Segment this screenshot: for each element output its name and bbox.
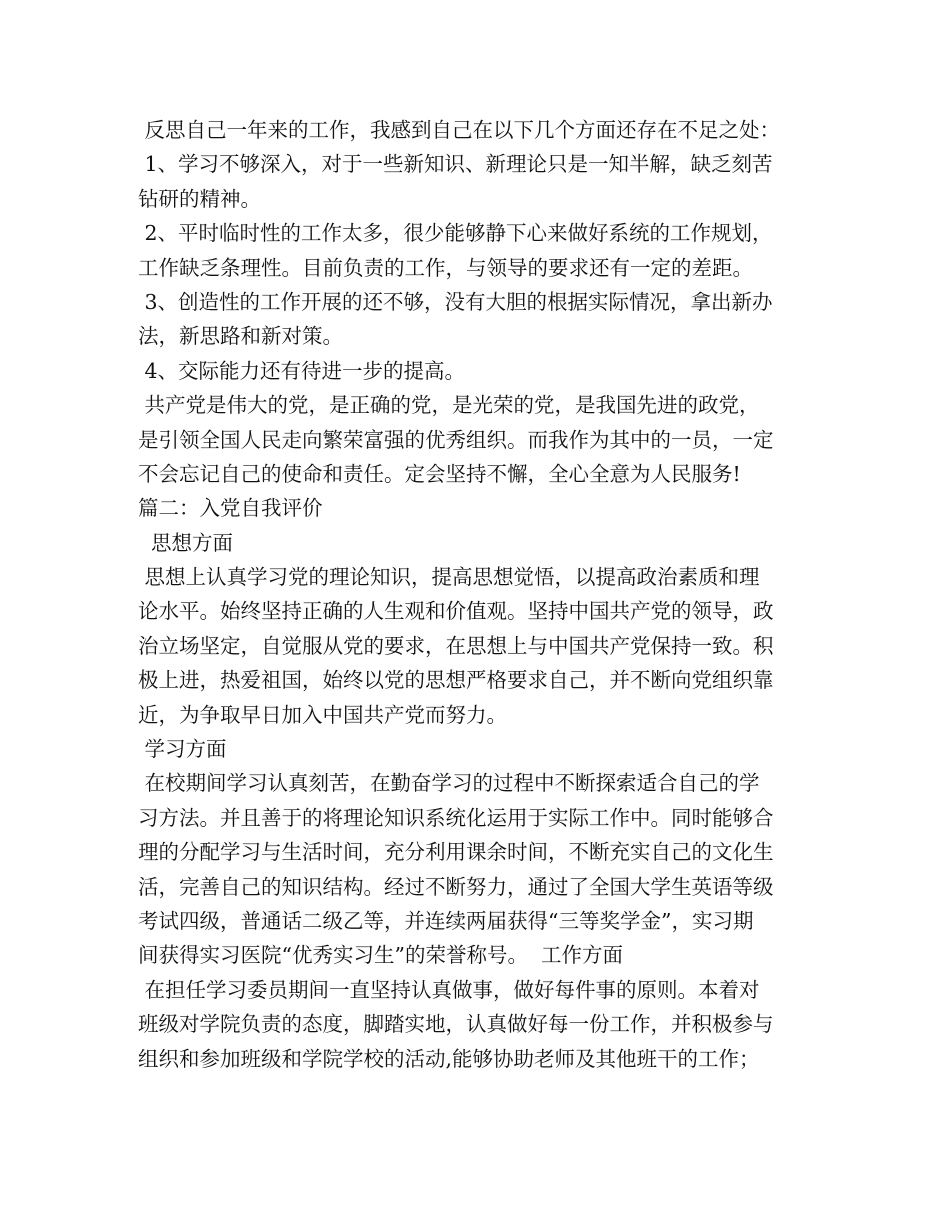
text-line: 极上进，热爱祖国，始终以党的思想严格要求自己，并不断向党组织靠 bbox=[138, 668, 774, 693]
text-line: 法，新思路和新对策。 bbox=[138, 324, 343, 349]
text-line: 是引领全国人民走向繁荣富强的优秀组织。而我作为其中的一员，一定 bbox=[138, 427, 774, 452]
text-line: 组织和参加班级和学院学校的活动,能够协助老师及其他班干的工作； bbox=[138, 1046, 760, 1071]
text-line: 3、创造性的工作开展的还不够，没有大胆的根据实际情况，拿出新办 bbox=[138, 289, 773, 314]
text-line: 间获得实习医院“优秀实习生”的荣誉称号。 工作方面 bbox=[138, 943, 623, 968]
text-line: 思想上认真学习党的理论知识，提高思想觉悟，以提高政治素质和理 bbox=[138, 565, 760, 590]
text-line: 活，完善自己的知识结构。经过不断努力，通过了全国大学生英语等级 bbox=[138, 874, 774, 899]
text-line: 共产党是伟大的党，是正确的党，是光荣的党，是我国先进的政党， bbox=[138, 393, 760, 418]
text-line: 4、交际能力还有待进一步的提高。 bbox=[138, 358, 466, 383]
text-line: 钻研的精神。 bbox=[138, 186, 261, 211]
text-line: 不会忘记自己的使命和责任。定会坚持不懈，全心全意为人民服务! bbox=[138, 461, 741, 486]
text-line: 1、学习不够深入，对于一些新知识、新理论只是一知半解，缺乏刻苦 bbox=[138, 152, 773, 177]
section-heading: 篇二：入党自我评价 bbox=[138, 496, 323, 521]
text-line: 考试四级，普通话二级乙等，并连续两届获得“三等奖学金”，实习期 bbox=[138, 908, 754, 933]
text-line: 治立场坚定，自觉服从党的要求，在思想上与中国共产党保持一致。积 bbox=[138, 633, 774, 658]
text-line: 论水平。始终坚持正确的人生观和价值观。坚持中国共产党的领导，政 bbox=[138, 599, 774, 624]
text-line: 在校期间学习认真刻苦，在勤奋学习的过程中不断探索适合自己的学 bbox=[138, 771, 760, 796]
document-body bbox=[138, 113, 818, 1076]
text-line: 2、平时临时性的工作太多，很少能够静下心来做好系统的工作规划， bbox=[138, 221, 773, 246]
text-line: 班级对学院负责的态度，脚踏实地，认真做好每一份工作，并积极参与 bbox=[138, 1012, 774, 1037]
text-line: 近，为争取早日加入中国共产党而努力。 bbox=[138, 702, 507, 727]
text-line: 理的分配学习与生活时间，充分利用课余时间，不断充实自己的文化生 bbox=[138, 840, 774, 865]
text-line: 习方法。并且善于的将理论知识系统化运用于实际工作中。同时能够合 bbox=[138, 805, 774, 830]
text-line: 在担任学习委员期间一直坚持认真做事，做好每件事的原则。本着对 bbox=[138, 977, 760, 1002]
subsection-heading: 学习方面 bbox=[138, 737, 227, 762]
subsection-heading: 思想方面 bbox=[138, 530, 234, 555]
text-line: 反思自己一年来的工作，我感到自己在以下几个方面还存在不足之处： bbox=[138, 118, 781, 142]
text-line: 工作缺乏条理性。目前负责的工作，与领导的要求还有一定的差距。 bbox=[138, 255, 753, 280]
